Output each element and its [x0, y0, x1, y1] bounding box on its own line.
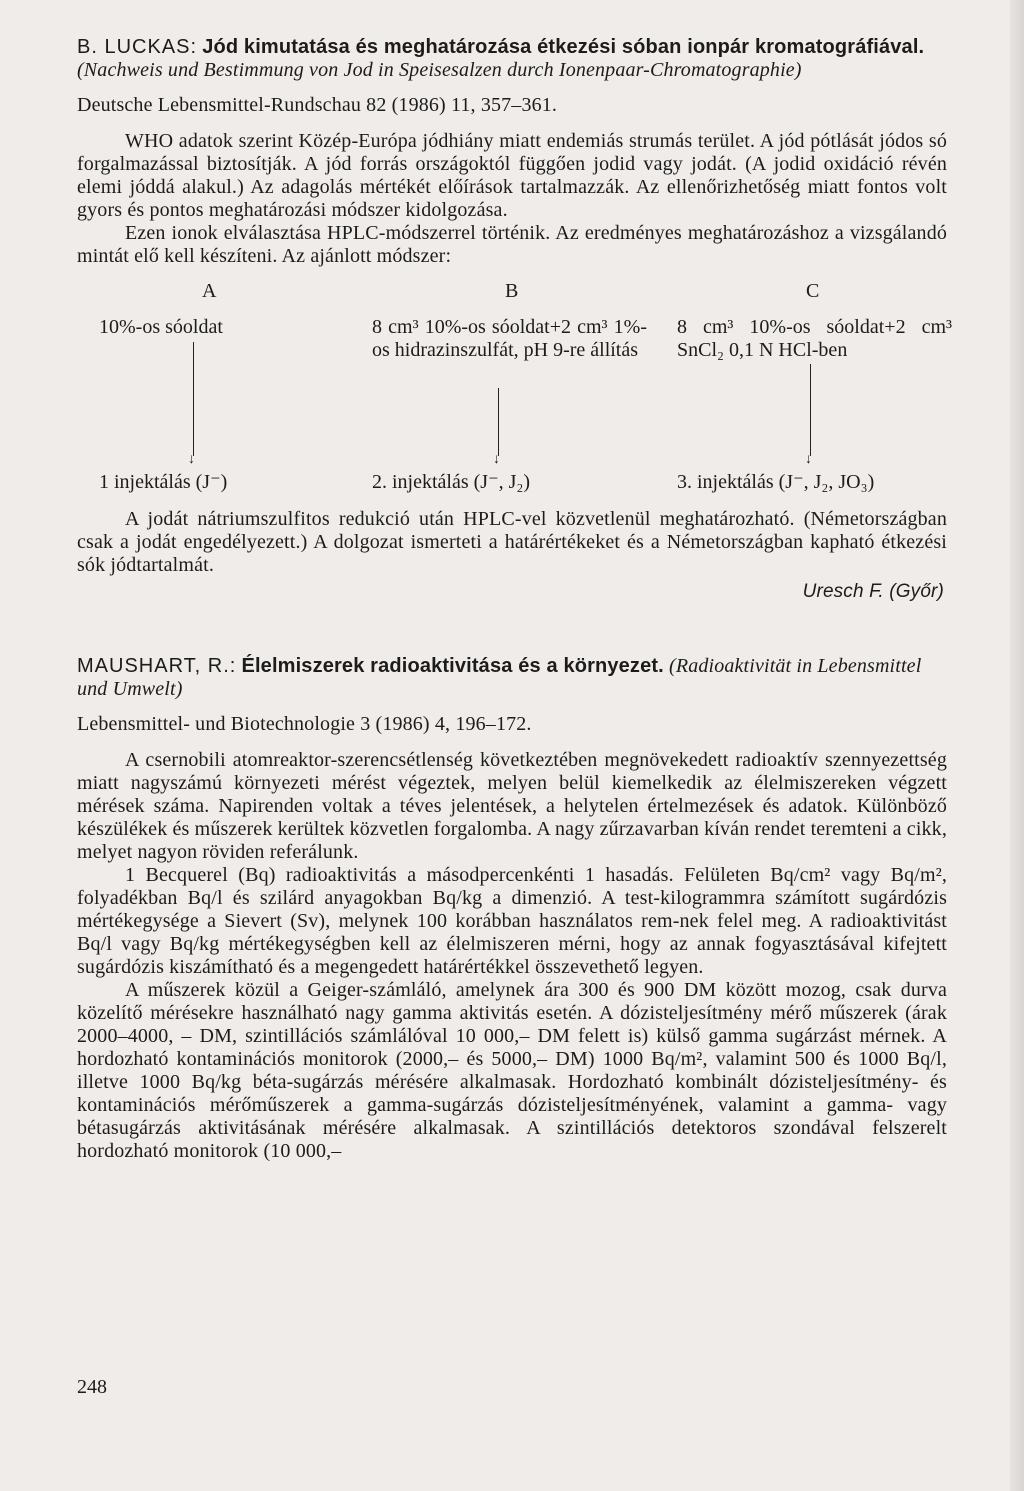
article-2-paragraph: A csernobili atomreaktor-szerencsétlenség következtében megnövekedett radioaktív szennyezettség miatt nagyszámú környezeti mérést végeztek, melyen belül kiemelkedik az élelmiszereken végzett mérések száma. Napirenden voltak a téves jelentések, a helytelen értelmezések és adatok. Különböző készülékek és műszerek kerültek közvetlen forgalomba. A nagy zűrzavarban kíván rendet teremteni a cikk, melyet nagyon röviden referálunk.	[77, 749, 947, 863]
article-2-title: Élelmiszerek radioaktivitása és a környezet.	[241, 655, 664, 677]
scheme-label-b: B	[505, 280, 519, 302]
arrow-down-icon: ↓	[493, 452, 500, 467]
arrow-down-icon: ↓	[188, 452, 195, 467]
article-1-signature: Uresch F. (Győr)	[802, 581, 944, 602]
article-1-foreign-title: (Nachweis und Bestimmung von Jod in Speisesalzen durch Ionenpaar-Chromatographie)	[77, 59, 802, 81]
article-2-author: MAUSHART, R.:	[77, 655, 237, 677]
scheme-line-a	[193, 342, 194, 456]
scheme-line-b	[498, 388, 499, 456]
page-number: 248	[77, 1376, 107, 1398]
article-1-paragraph: Ezen ionok elválasztása HPLC-módszerrel történik. Az eredményes meghatározáshoz a vizsgálandó mintát elő kell készíteni. Az ajánlott módszer:	[77, 222, 947, 267]
scheme-result-c: 3. injektálás (J⁻, J₂, JO₃)	[677, 471, 875, 493]
article-1-closing: A jodát nátriumszulfitos redukció után HPLC-vel közvetlenül meghatározható. (Németországban csak a jodát engedélyezett.) A dolgozat ismerteti a határértékeket és a Németországban kapható étkezési sók jódtartalmát.	[77, 508, 947, 576]
method-scheme	[77, 280, 952, 500]
scheme-label-a: A	[202, 280, 217, 302]
scheme-sample-b: 8 cm³ 10%-os sóoldat+2 cm³ 1%-os hidrazinszulfát, pH 9-re állítás	[372, 316, 647, 361]
document-page	[77, 36, 952, 1163]
arrow-down-icon: ↓	[805, 452, 812, 467]
scheme-result-a: 1 injektálás (J⁻)	[99, 471, 228, 493]
article-1-author: B. LUCKAS:	[77, 36, 198, 58]
article-2-heading	[77, 655, 947, 701]
scheme-sample-c: 8 cm³ 10%-os sóoldat+2 cm³ SnCl₂ 0,1 N HCl-ben	[677, 316, 952, 361]
article-2-source: Lebensmittel- und Biotechnologie 3 (1986) 4, 196–172.	[77, 713, 532, 735]
page-edge-shadow	[1010, 0, 1024, 1491]
article-1-title: Jód kimutatása és meghatározása étkezési sóban ionpár kromatográfiával.	[202, 36, 925, 58]
scheme-sample-a: 10%-os sóoldat	[99, 316, 223, 338]
scheme-label-c: C	[806, 280, 820, 302]
article-2-foreign-title: (Radioaktivität in Lebensmittel und Umwelt)	[77, 655, 922, 700]
article-2-paragraph: 1 Becquerel (Bq) radioaktivitás a másodpercenkénti 1 hasadás. Felületen Bq/cm² vagy Bq/m², folyadékban Bq/l és szilárd anyagokban Bq/kg a dimenzió. A test-kilogrammra számított sugárdózis mértékegysége a Sievert (Sv), melynek 100 korábban használatos rem-nek felel meg. A radioaktivitást Bq/l vagy Bq/kg mértékegységben kell az élelmiszeren mérni, hogy az annak fogyasztásával kifejtett sugárdózis kiszámítható és a megengedett határértékkel összevethető legyen.	[77, 864, 947, 978]
article-1-paragraph: WHO adatok szerint Közép-Európa jódhiány miatt endemiás strumás terület. A jód pótlását jódos só forgalmazással biztosítják. A jód forrás országoktól függően jodid vagy jodát. (A jodid oxidáció révén elemi jóddá alakul.) Az adagolás mértékét előírások tartalmazzák. Az ellenőrizhetőség miatt fontos volt gyors és pontos meghatározási módszer kidolgozása.	[77, 130, 947, 221]
scheme-line-c	[810, 364, 811, 456]
article-2-paragraph: A műszerek közül a Geiger-számláló, amelynek ára 300 és 900 DM között mozog, csak durva közelítő mérésekre használható nagy gamma aktivitás esetén. A dózisteljesítmény mérő műszerek (árak 2000–4000, – DM, szintillációs számlálóval 10 000,– DM felett is) külső gamma sugárzást mérnek. A hordozható kontaminációs monitorok (2000,– és 5000,– DM) 1000 Bq/m², valamint 500 és 1000 Bq/l, illetve 1000 Bq/kg béta-sugárzás mérésére alkalmasak. Hordozható kombinált dózisteljesítmény- és kontaminációs mérőműszerek a gamma-sugárzás dózisteljesítményének, valamint a gamma- vagy bétasugárzás aktivitásának mérésére alkalmasak. A szintillációs detektoros szondával felszerelt hordozható monitorok (10 000,–	[77, 979, 947, 1162]
article-1-heading	[77, 36, 947, 82]
article-1-source: Deutsche Lebensmittel-Rundschau 82 (1986) 11, 357–361.	[77, 94, 558, 116]
scheme-result-b: 2. injektálás (J⁻, J₂)	[372, 471, 531, 493]
